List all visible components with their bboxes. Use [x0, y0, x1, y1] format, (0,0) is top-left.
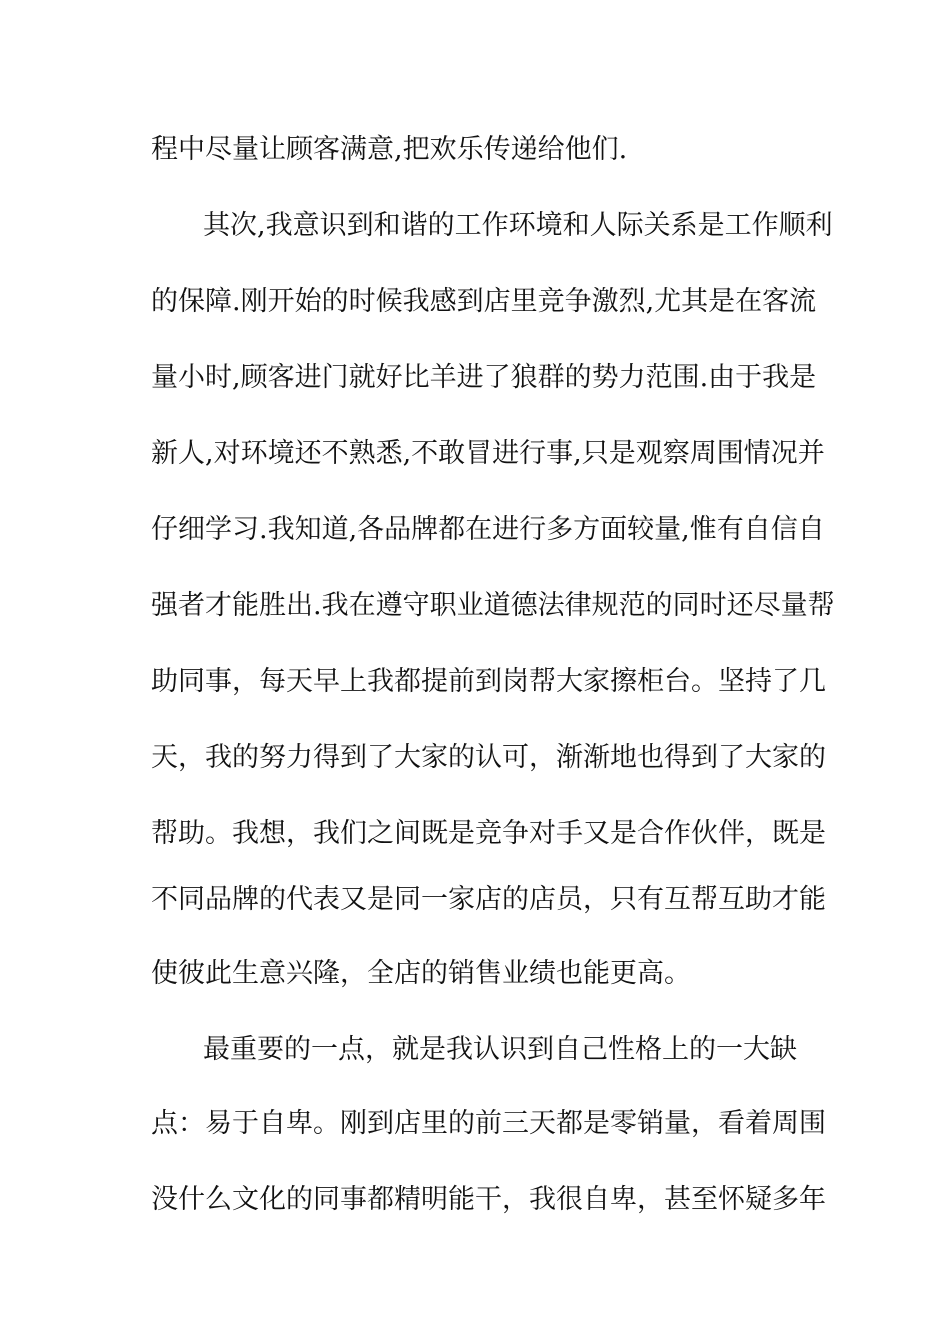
text-line: 点：易于自卑。刚到店里的前三天都是零销量，看着周围 — [151, 1108, 826, 1139]
text-line: 仔细学习.我知道,各品牌都在进行多方面较量,惟有自信自 — [151, 514, 825, 545]
text-line: 的保障.刚开始的时候我感到店里竞争激烈,尤其是在客流 — [151, 286, 817, 317]
text-line: 使彼此生意兴隆，全店的销售业绩也能更高。 — [151, 958, 691, 989]
text-line: 天，我的努力得到了大家的认可，渐渐地也得到了大家的 — [151, 742, 826, 773]
text-line: 不同品牌的代表又是同一家店的店员，只有互帮互助才能 — [151, 884, 826, 915]
text-line: 帮助。我想，我们之间既是竞争对手又是合作伙伴，既是 — [151, 818, 826, 849]
text-line: 强者才能胜出.我在遵守职业道德法律规范的同时还尽量帮 — [151, 590, 835, 621]
text-line: 没什么文化的同事都精明能干，我很自卑，甚至怀疑多年 — [151, 1184, 826, 1215]
text-line: 助同事，每天早上我都提前到岗帮大家擦柜台。坚持了几 — [151, 666, 826, 697]
paragraph-start-line: 其次,我意识到和谐的工作环境和人际关系是工作顺利 — [203, 210, 833, 241]
text-line: 量小时,顾客进门就好比羊进了狼群的势力范围.由于我是 — [151, 362, 817, 393]
paragraph-start-line: 最重要的一点，就是我认识到自己性格上的一大缺 — [203, 1034, 797, 1065]
text-line: 新人,对环境还不熟悉,不敢冒进行事,只是观察周围情况并 — [151, 438, 825, 469]
text-line: 程中尽量让顾客满意,把欢乐传递给他们. — [151, 134, 628, 165]
